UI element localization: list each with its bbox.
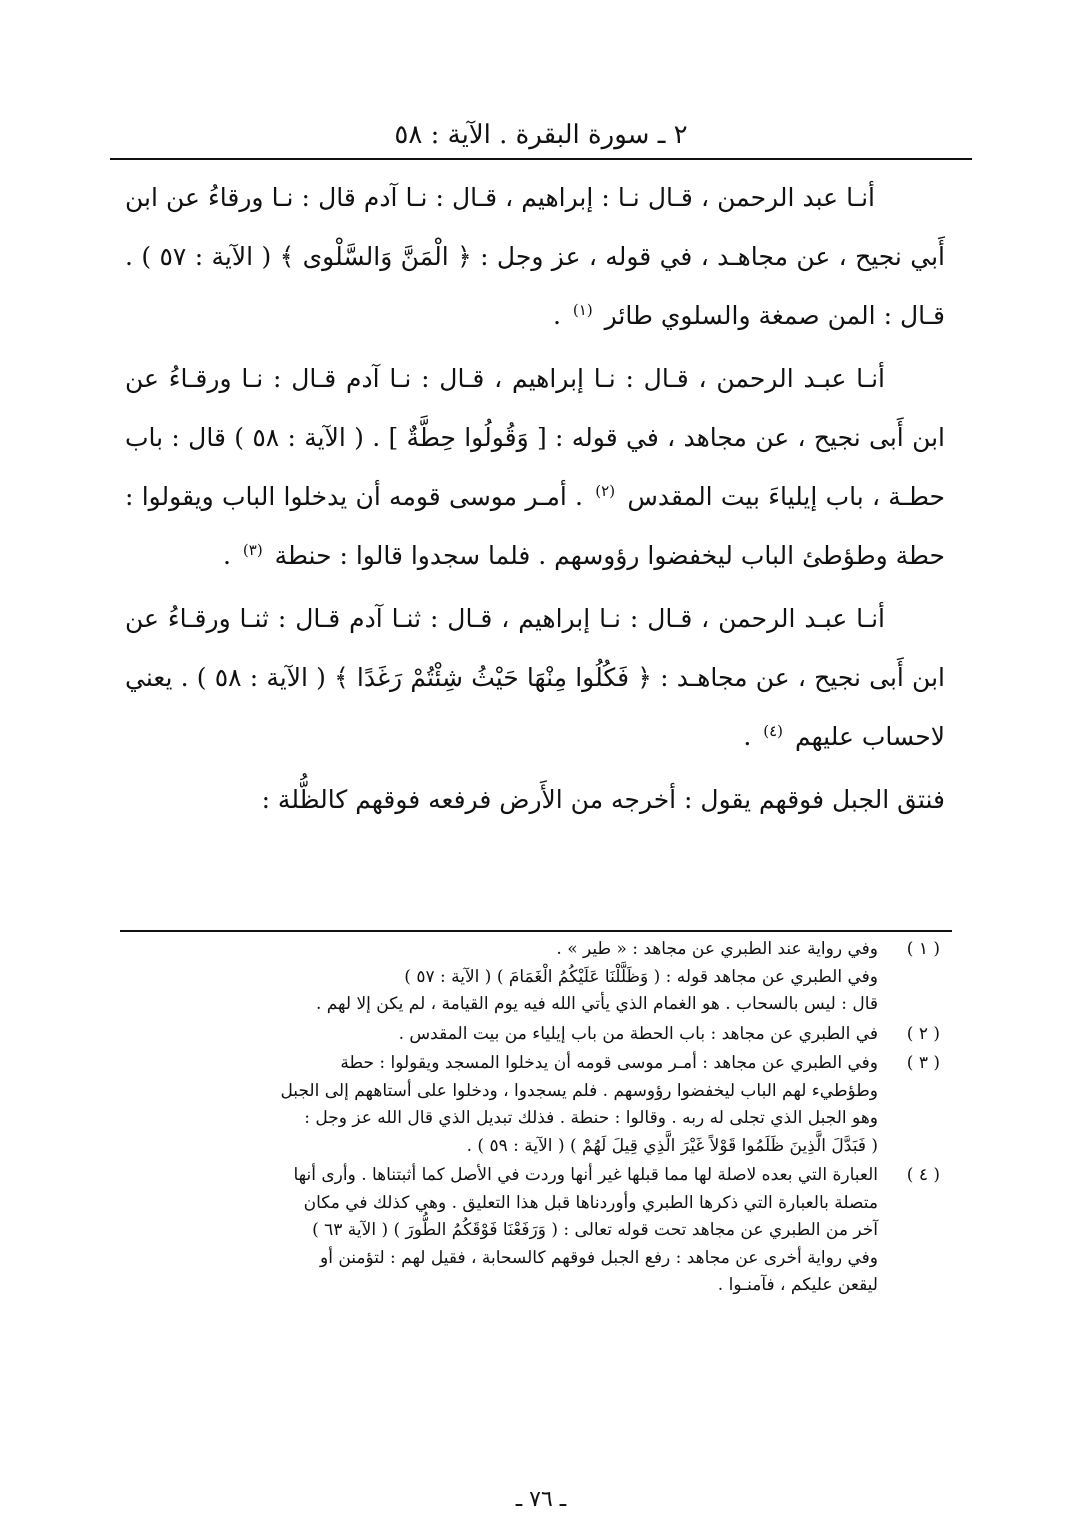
- running-header: ٢ ـ سورة البقرة . الآية : ٥٨: [394, 120, 688, 150]
- footnote-line: قال : ليس بالسحاب . هو الغمام الذي يأتي الله فيه يوم القيامة ، لم يكن إلا لهم .: [315, 994, 878, 1014]
- footnote-line: ( فَبَدَّلَ الَّذِينَ ظَلَمُوا قَوْلاً غَيْرَ الَّذِي قِيلَ لَهُمْ ) ( الآية : ٥٩ ) .: [466, 1135, 878, 1156]
- footnote-line: وفي الطبري عن مجاهد : أمـر موسى قومه أن يدخلوا المسجد ويقولوا : حطة: [340, 1053, 878, 1073]
- footnote-divider: [120, 930, 952, 932]
- footnote-line: وهو الجبل الذي تجلى له ربه . وقالوا : حنطة . فذلك تبديل الذي قال الله عز وجل :: [304, 1108, 878, 1128]
- paragraph-tail: . أمـر موسى قومه أن يدخلوا الباب ويقولوا : حطة وطؤطئ الباب ليخفضوا رؤوسهم . فلما سجدوا قالوا : حنطة: [125, 482, 945, 570]
- paragraph-tail: .: [552, 301, 561, 330]
- paragraph-2: [125, 349, 945, 585]
- page-number: ـ ٧٦ ـ: [515, 1487, 567, 1512]
- paragraph-text: فنتق الجبل فوقهم يقول : أخرجه من الأَرض فرفعه فوقهم كالظُّلة :: [261, 785, 945, 814]
- footnote-line: آخر من الطبري عن مجاهد تحت قوله تعالى : ( وَرَفَعْنَا فَوْقَكُمُ الطُّورَ ) ( الآية ٦٣ ): [312, 1220, 878, 1240]
- footnote-3: [120, 1050, 940, 1160]
- footnote-line: في الطبري عن مجاهد : باب الحطة من باب إيلياء من بيت المقدس .: [398, 1023, 878, 1044]
- footnote-line: وطؤطيء لهم الباب ليخفضوا رؤوسهم . فلم يسجدوا ، ودخلوا على أستاههم إلى الجبل: [280, 1080, 878, 1101]
- footnote-body: [120, 1050, 878, 1160]
- footnote-number: ( ٢ ): [906, 1023, 940, 1044]
- footnote-line: متصلة بالعبارة التي ذكرها الطبري وأوردناها قبل هذا التعليق . وهي كذلك في مكان: [303, 1192, 878, 1213]
- footnote-number: ( ١ ): [906, 939, 940, 959]
- footnote-line: وفي الطبري عن مجاهد قوله : ( وَظَلَّلْنَا عَلَيْكُمُ الْغَمَامَ ) ( الآية : ٥٧ ): [404, 966, 878, 987]
- footnote-marker-2: (٢): [595, 481, 616, 500]
- main-text: [125, 168, 945, 829]
- footnote-number: ( ٤ ): [906, 1165, 940, 1185]
- footnote-4: [120, 1162, 940, 1300]
- paragraph-3: [125, 589, 945, 766]
- paragraph-1: [125, 168, 945, 345]
- footnote-line: وفي رواية أخرى عن مجاهد : رفع الجبل فوقهم كالسحابة ، فقيل لهم : لتؤمنن أو: [320, 1247, 878, 1268]
- footnotes: [120, 936, 940, 1302]
- footnote-line: وفي رواية عند الطبري عن مجاهد : « طير » .: [556, 939, 878, 959]
- footnote-1: [120, 936, 940, 1019]
- footnote-body: [120, 1162, 878, 1300]
- paragraph-tail: .: [743, 722, 752, 751]
- footnote-2: [120, 1021, 940, 1049]
- header-divider: [110, 158, 972, 160]
- footnote-body: [120, 1021, 878, 1049]
- paragraph-text: أنـا عبـد الرحمن ، قـال : نـا إبراهيم ، قـال : ثنـا آدم قـال : ثنـا ورقـاءُ عن ابن أَبى نجيح ، عن مجاهـد : ﴿ فَكُلُوا مِنْهَا حَيْثُ شِئْتُمْ رَغَدًا ﴾ ( الآية : ٥٨ ) . يعني لاحساب عليهم: [125, 604, 945, 751]
- footnote-marker-3: (٣): [242, 540, 263, 559]
- paragraph-text: أنـا عبد الرحمن ، قـال نـا : إبراهيم ، قـال : نـا آدم قال : نـا ورقاءُ عن ابن أَبي نجيح ، عن مجاهـد ، في قوله ، عز وجل : ﴿ الْمَنَّ وَالسَّلْوى ﴾ ( الآية : ٥٧ ) . قـال : المن صمغة والسلوي طائر: [125, 183, 946, 330]
- paragraph-tail: .: [222, 541, 231, 570]
- footnote-marker-1: (١): [572, 300, 593, 319]
- footnote-line: العبارة التي بعده لاصلة لها مما قبلها غير أنها وردت في الأصل كما أثبتناها . وأرى أنها: [293, 1165, 878, 1185]
- footnote-body: [120, 936, 878, 1019]
- footnote-marker-4: (٤): [763, 721, 784, 740]
- paragraph-4: [125, 770, 945, 829]
- footnote-line: ليقعن عليكم ، فآمنـوا .: [717, 1275, 878, 1295]
- paragraph-text: أنـا عبـد الرحمن ، قـال : نـا إبراهيم ، قـال : نـا آدم قـال : نـا ورقـاءُ عن ابن أَبى نجيح ، عن مجاهد ، في قوله : [ وَقُولُوا حِطَّةٌ ] . ( الآية : ٥٨ ) قال : باب حطـة ، باب إيلياءَ بيت المقدس: [125, 364, 946, 511]
- footnote-number: ( ٣ ): [906, 1053, 940, 1073]
